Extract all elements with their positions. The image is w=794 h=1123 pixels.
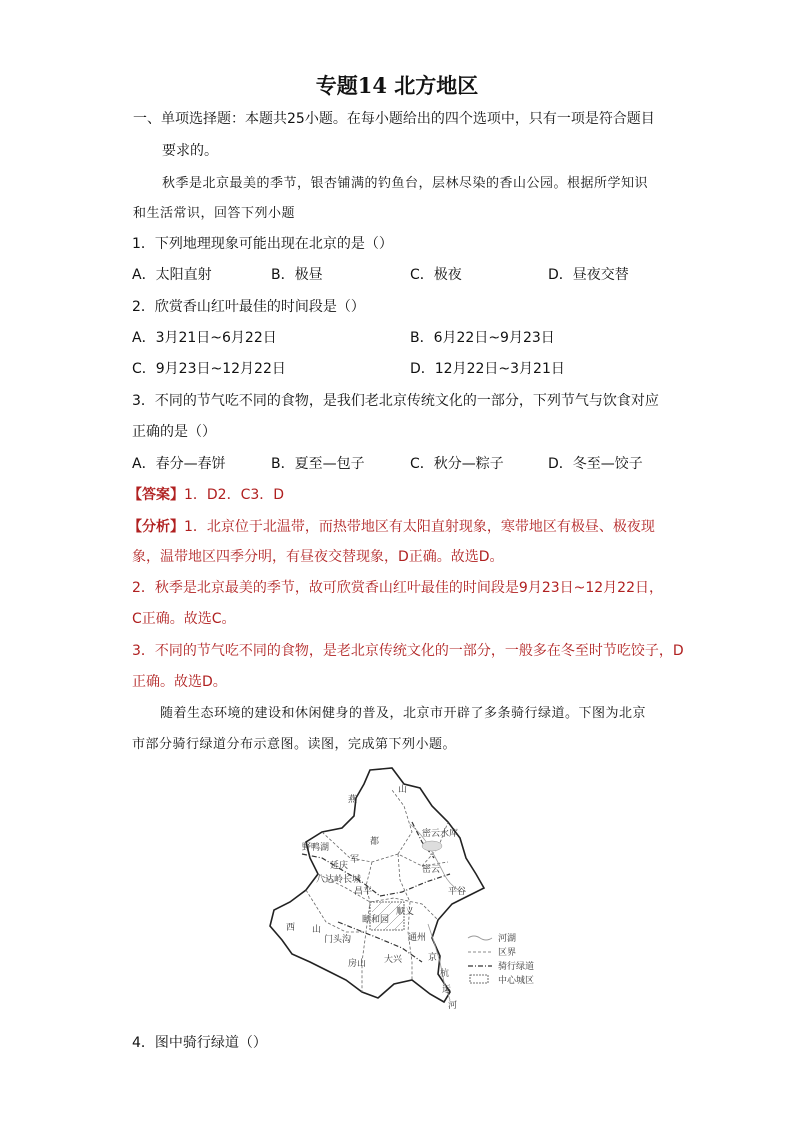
- miyun-reservoir-shape: [422, 841, 442, 851]
- analysis-p1-line1-text: 1．北京位于北温带，而热带地区有太阳直射现象，寒带地区有极昼、极夜现: [184, 519, 655, 535]
- district-boundary-3: [362, 862, 372, 992]
- analysis-p1-line1: [128, 516, 655, 536]
- analysis-label: 【分析】: [128, 519, 184, 535]
- map-label-miyun-reservoir: 密云水库: [422, 829, 459, 839]
- q4-stem: 4．图中骑行绿道（）: [132, 1035, 267, 1051]
- map-label-changping: 昌平: [354, 887, 373, 897]
- analysis-p1-line2: 象，温带地区四季分明，有昼夜交替现象，D正确。故选D。: [132, 549, 504, 565]
- legend-river-label: 河湖: [498, 934, 517, 944]
- q1-option-a: A．太阳直射: [132, 267, 212, 283]
- district-boundary-5: [392, 790, 412, 854]
- q1-option-c: C．极夜: [410, 267, 462, 283]
- analysis-p3-line2: 正确。故选D。: [132, 674, 227, 690]
- greenway-4: [412, 822, 434, 858]
- map-label-shan: 山: [398, 785, 408, 795]
- map-label-yun: 运: [442, 985, 452, 995]
- map-label-mentougou: 门头沟: [324, 935, 352, 945]
- legend-greenway-label: 骑行绿道: [498, 962, 535, 972]
- map-label-hang: 杭: [440, 969, 450, 979]
- map-label-jing: 京: [428, 953, 438, 963]
- map-label-shan2: 山: [312, 925, 322, 935]
- analysis-p2-line2: C正确。故选C。: [132, 611, 236, 627]
- map-legend: [468, 932, 534, 986]
- intro2-line1: 随着生态环境的建设和休闲健身的普及，北京市开辟了多条骑行绿道。下图为北京: [160, 706, 647, 721]
- q3-option-c: C．秋分—粽子: [410, 456, 504, 472]
- q2-option-c: C．9月23日~12月22日: [132, 361, 286, 377]
- answer-block: [128, 484, 284, 504]
- analysis-p3-line1: 3．不同的节气吃不同的食物，是老北京传统文化的一部分，一般多在冬至时节吃饺子，D: [132, 643, 684, 659]
- answer-text: 1．D2．C3．D: [184, 487, 285, 503]
- map-label-tongzhou: 通州: [408, 933, 427, 943]
- legend-center-label: 中心城区: [498, 976, 535, 986]
- map-label-yanqing: 延庆: [330, 861, 349, 871]
- beijing-greenway-map: [262, 762, 538, 1014]
- section-heading-line1: 一、单项选择题：本题共25小题。在每小题给出的四个选项中，只有一项是符合题目: [133, 111, 655, 127]
- map-label-shunyi: 顺义: [396, 907, 415, 917]
- q3-stem-line2: 正确的是（）: [132, 424, 216, 440]
- map-label-fangshan: 房山: [348, 959, 367, 969]
- q3-option-b: B．夏至—包子: [271, 456, 365, 472]
- q1-option-d: D．昼夜交替: [548, 267, 629, 283]
- map-label-he: 河: [448, 1001, 458, 1011]
- legend-river-symbol: [468, 936, 492, 940]
- q1-option-b: B．极昼: [271, 267, 323, 283]
- map-label-daxing: 大兴: [384, 955, 403, 965]
- q2-stem: 2．欣赏香山红叶最佳的时间段是（）: [132, 299, 365, 315]
- answer-label: 【答案】: [128, 487, 184, 503]
- q3-stem-line1: 3．不同的节气吃不同的食物，是我们老北京传统文化的一部分，下列节气与饮食对应: [132, 393, 659, 409]
- q2-option-a: A．3月21日~6月22日: [132, 330, 277, 346]
- q2-option-d: D．12月22日~3月21日: [410, 361, 565, 377]
- q2-option-b: B．6月22日~9月23日: [410, 330, 555, 346]
- section-heading-line2: 要求的。: [162, 143, 218, 159]
- map-label-miyun: 密云: [422, 865, 441, 875]
- q3-option-a: A．春分—春饼: [132, 456, 226, 472]
- q3-option-d: D．冬至—饺子: [548, 456, 643, 472]
- intro1-line2: 和生活常识，回答下列小题: [133, 206, 296, 221]
- intro1-line1: 秋季是北京最美的季节，银杏铺满的钓鱼台，层林尽染的香山公园。根据所学知识: [162, 176, 649, 191]
- q1-stem: 1．下列地理现象可能出现在北京的是（）: [132, 236, 393, 252]
- map-label-yeyahu: 野鸭湖: [302, 843, 330, 853]
- intro2-line2: 市部分骑行绿道分布示意图。读图，完成第下列小题。: [132, 737, 457, 752]
- map-label-yiheyuan: 颐和园: [362, 915, 390, 925]
- map-label-xi: 西: [286, 923, 296, 933]
- page-title: 专题14 北方地区: [315, 73, 479, 98]
- analysis-p2-line1: 2．秋季是北京最美的季节，故可欣赏香山红叶最佳的时间段是9月23日~12月22日，: [132, 580, 663, 596]
- greenway-2: [380, 874, 450, 896]
- map-label-badaling: 八达岭长城: [316, 875, 362, 885]
- legend-center-symbol: [470, 975, 488, 983]
- map-label-du: 都: [370, 837, 380, 847]
- legend-boundary-label: 区界: [498, 948, 517, 958]
- map-label-pinggu: 平谷: [448, 887, 467, 897]
- map-label-jun: 军: [350, 855, 360, 865]
- map-label-yan: 燕: [348, 795, 358, 805]
